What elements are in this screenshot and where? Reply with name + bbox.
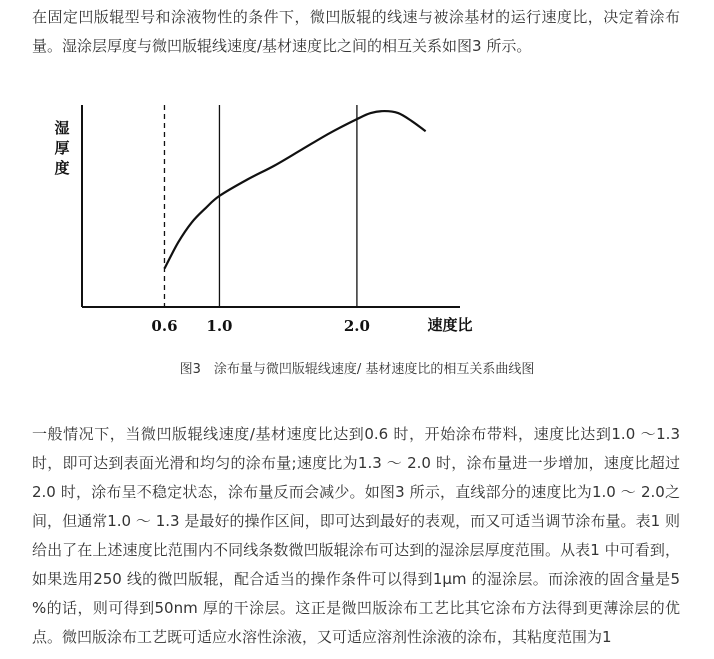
x-tick-label-0: 0.6 [151,317,178,335]
x-tick-label-1: 1.0 [206,317,233,335]
figure-caption: 图3 涂布量与微凹版辊线速度/ 基材速度比的相互关系曲线图 [179,362,535,377]
intro-paragraph: 在固定凹版辊型号和涂液物性的条件下，微凹版辊的线速与被涂基材的运行速度比，决定着涂布量。湿涂层厚度与微凹版辊线速度/基材速度比之间的相互关系如图3 所示。 [32,8,680,55]
coating-curve-chart [40,95,480,340]
chart-axes [82,105,460,307]
chart-tick-labels [151,317,370,335]
body-paragraph: 一般情况下，当微凹版辊线速度/基材速度比达到0.6 时，开始涂布带料，速度比达到1.0 ～1.3 时，即可达到表面光滑和均匀的涂布量;速度比为1.3 ～ 2.0 时，涂布量进一步增加，速度比超过2.0 时，涂布呈不稳定状态，涂布量反而会减少。如图3 所示，直线部分的速度比为1.0 ～ 2.0之间，但通常1.0 ～ 1.3 是最好的操作区间，即可达到最好的表观，而又可适当调节涂布量。表1 则给出了在上述速度比范围内不同线条数微凹版辊涂布可达到的湿涂层厚度范围。从表1 中可看到，如果选用250 线的微凹版辊，配合适当的操作条件可以得到1μm 的湿涂层。而涂液的固含量是5 %的话，则可得到50nm 厚的干涂层。这正是微凹版涂布工艺比其它涂布方法得到更薄涂层的优点。微凹版涂布工艺既可适应水溶性涂液，又可适应溶剂性涂液的涂布，其粘度范围为1 [32,425,680,646]
chart-curve-group [164,111,425,269]
x-tick-label-2: 2.0 [343,317,370,335]
x-axis-label: 速度比 [427,316,473,334]
wet-thickness-curve [164,111,425,269]
y-axis-label-char-0: 湿 [54,119,70,137]
chart-y-label-group [54,119,69,177]
y-axis-label-char-1: 厚 [54,139,70,157]
y-axis-label-char-2: 度 [54,159,70,177]
